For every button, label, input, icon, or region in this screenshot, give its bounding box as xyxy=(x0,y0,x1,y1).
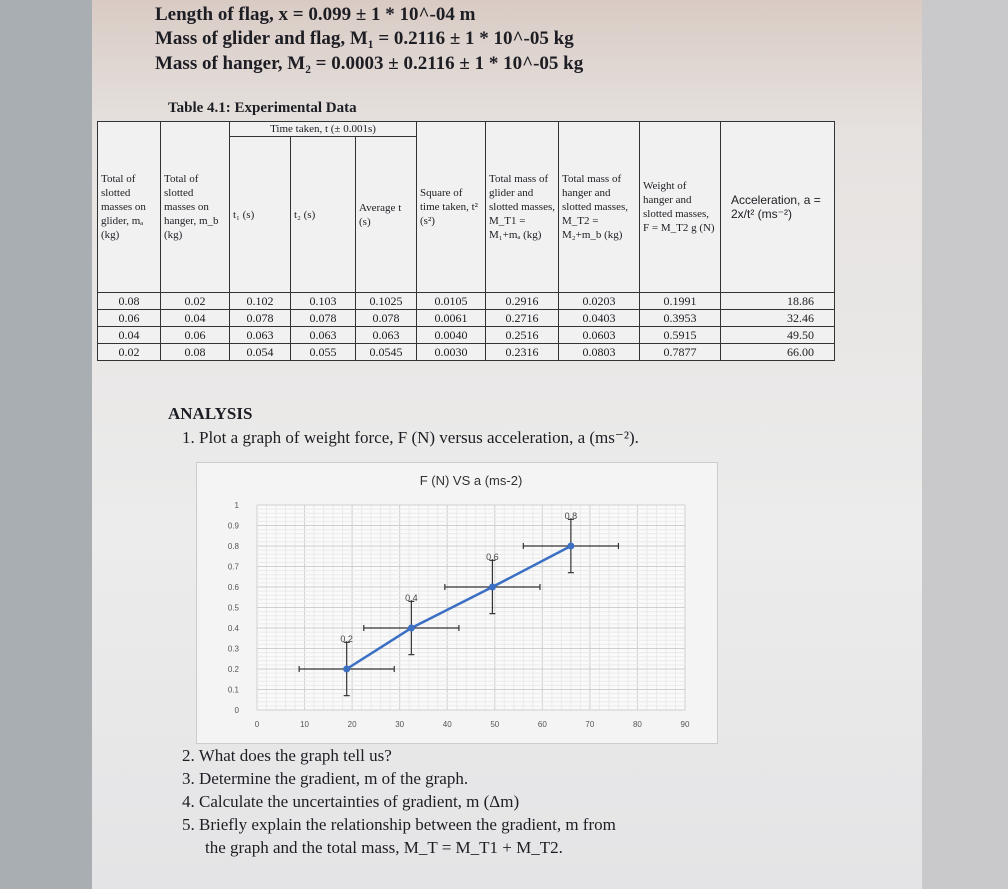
table-row xyxy=(98,293,835,310)
table-cell: 0.0545 xyxy=(356,344,417,361)
question-5: 5. Briefly explain the relationship between the gradient, m from xyxy=(182,815,616,834)
x-tick-label: 20 xyxy=(347,720,357,729)
col-header: Total of slotted masses on glider, mₐ (kg) xyxy=(98,122,161,293)
col-header: Square of time taken, t² (s²) xyxy=(417,122,486,293)
table-caption: Table 4.1: Experimental Data xyxy=(168,100,357,116)
table-cell: 0.0105 xyxy=(417,293,486,310)
question-1: 1. Plot a graph of weight force, F (N) versus acceleration, a (ms⁻²). xyxy=(182,428,639,447)
table-cell: 49.50 xyxy=(721,327,835,344)
table-cell: 0.063 xyxy=(356,327,417,344)
y-tick-label: 0.1 xyxy=(227,685,239,695)
question-2: 2. What does the graph tell us? xyxy=(182,746,392,765)
flag-length: Length of flag, x = 0.099 ± 1 * 10^-04 m xyxy=(155,4,476,25)
data-label: 0.2 xyxy=(340,634,353,644)
table-cell: 0.5915 xyxy=(640,327,721,344)
table-cell: 0.054 xyxy=(230,344,291,361)
y-tick-label: 1 xyxy=(234,501,239,510)
col-header: Average t (s) xyxy=(356,137,417,293)
chart-title: F (N) VS a (ms-2) xyxy=(419,473,523,488)
table-cell: 0.08 xyxy=(98,293,161,310)
glider-mass: Mass of glider and flag, M₁ = 0.2116 ± 1 * 10^-05 kg xyxy=(155,28,574,49)
table-row xyxy=(98,310,835,327)
y-tick-label: 0.2 xyxy=(227,665,239,674)
table-cell: 0.0403 xyxy=(559,310,640,327)
table-cell: 0.102 xyxy=(230,293,291,310)
x-tick-label: 10 xyxy=(300,720,310,729)
col-header: t₂ (s) xyxy=(291,137,356,293)
table-cell: 0.078 xyxy=(291,310,356,327)
x-tick-label: 80 xyxy=(632,720,642,729)
table-cell: 0.0030 xyxy=(417,344,486,361)
table-cell: 0.02 xyxy=(98,344,161,361)
table-cell: 0.06 xyxy=(161,327,230,344)
col-header: Total mass of hanger and slotted masses, M_T2 = M₂+m_b (kg) xyxy=(559,122,640,293)
table-cell: 0.063 xyxy=(291,327,356,344)
table-cell: 0.7877 xyxy=(640,344,721,361)
table-cell: 0.0061 xyxy=(417,310,486,327)
experimental-data-table xyxy=(97,121,835,361)
x-tick-label: 60 xyxy=(537,720,547,729)
table-cell: 32.46 xyxy=(721,310,835,327)
table-row xyxy=(98,327,835,344)
col-header: Weight of hanger and slotted masses, F = M_T2 g (N) xyxy=(640,122,721,293)
col-header: Total of slotted masses on hanger, m_b (kg) xyxy=(161,122,230,293)
table-cell: 66.00 xyxy=(721,344,835,361)
data-label: 0.8 xyxy=(564,511,578,521)
chart-svg xyxy=(197,463,717,743)
data-point xyxy=(489,584,496,591)
x-tick-label: 40 xyxy=(442,720,452,729)
table-cell: 0.2516 xyxy=(486,327,559,344)
y-tick-label: 0.7 xyxy=(227,562,239,572)
x-tick-label: 30 xyxy=(395,720,405,729)
y-tick-label: 0.8 xyxy=(227,542,239,551)
table-cell: 0.02 xyxy=(161,293,230,310)
screen-background xyxy=(922,0,1008,889)
question-5-cont: the graph and the total mass, M_T = M_T1 + M_T2. xyxy=(205,838,563,857)
table-cell: 0.2316 xyxy=(486,344,559,361)
table-cell: 0.08 xyxy=(161,344,230,361)
data-point xyxy=(343,666,350,673)
time-group-header: Time taken, t (± 0.001s) xyxy=(230,122,417,137)
data-point xyxy=(408,625,415,632)
col-header: Total mass of glider and slotted masses, M_T1 = M₁+mₐ (kg) xyxy=(486,122,559,293)
table-cell: 0.2916 xyxy=(486,293,559,310)
col-header: t₁ (s) xyxy=(230,137,291,293)
table-row xyxy=(98,344,835,361)
table-cell: 0.103 xyxy=(291,293,356,310)
table-cell: 18.86 xyxy=(721,293,835,310)
y-tick-label: 0.9 xyxy=(227,521,239,531)
table-cell: 0.1025 xyxy=(356,293,417,310)
table-cell: 0.0803 xyxy=(559,344,640,361)
table-cell: 0.0603 xyxy=(559,327,640,344)
y-tick-label: 0.3 xyxy=(227,644,239,654)
question-3: 3. Determine the gradient, m of the graph. xyxy=(182,769,469,788)
table-cell: 0.078 xyxy=(356,310,417,327)
analysis-heading: ANALYSIS xyxy=(168,404,253,423)
table-cell: 0.0203 xyxy=(559,293,640,310)
table-cell: 0.0040 xyxy=(417,327,486,344)
table-cell: 0.04 xyxy=(161,310,230,327)
data-label: 0.6 xyxy=(486,552,499,562)
table-cell: 0.063 xyxy=(230,327,291,344)
question-4: 4. Calculate the uncertainties of gradient, m (Δm) xyxy=(182,792,520,811)
data-label: 0.4 xyxy=(405,593,418,603)
y-tick-label: 0.4 xyxy=(227,624,239,633)
table-cell: 0.2716 xyxy=(486,310,559,327)
y-tick-label: 0.6 xyxy=(227,583,239,592)
col-header: Acceleration, a = 2x/t² (ms⁻²) xyxy=(721,122,835,293)
y-tick-label: 0.5 xyxy=(227,603,239,613)
x-tick-label: 70 xyxy=(585,720,595,729)
table-cell: 0.078 xyxy=(230,310,291,327)
data-point xyxy=(567,543,574,550)
x-tick-label: 90 xyxy=(680,720,690,729)
x-tick-label: 0 xyxy=(254,720,260,729)
table-cell: 0.3953 xyxy=(640,310,721,327)
chart xyxy=(196,462,718,744)
table-cell: 0.1991 xyxy=(640,293,721,310)
x-tick-label: 50 xyxy=(490,720,500,729)
table-cell: 0.04 xyxy=(98,327,161,344)
y-tick-label: 0 xyxy=(234,706,239,715)
hanger-mass: Mass of hanger, M₂ = 0.0003 ± 0.2116 ± 1 * 10^-05 kg xyxy=(155,53,584,74)
table-cell: 0.06 xyxy=(98,310,161,327)
table-cell: 0.055 xyxy=(291,344,356,361)
